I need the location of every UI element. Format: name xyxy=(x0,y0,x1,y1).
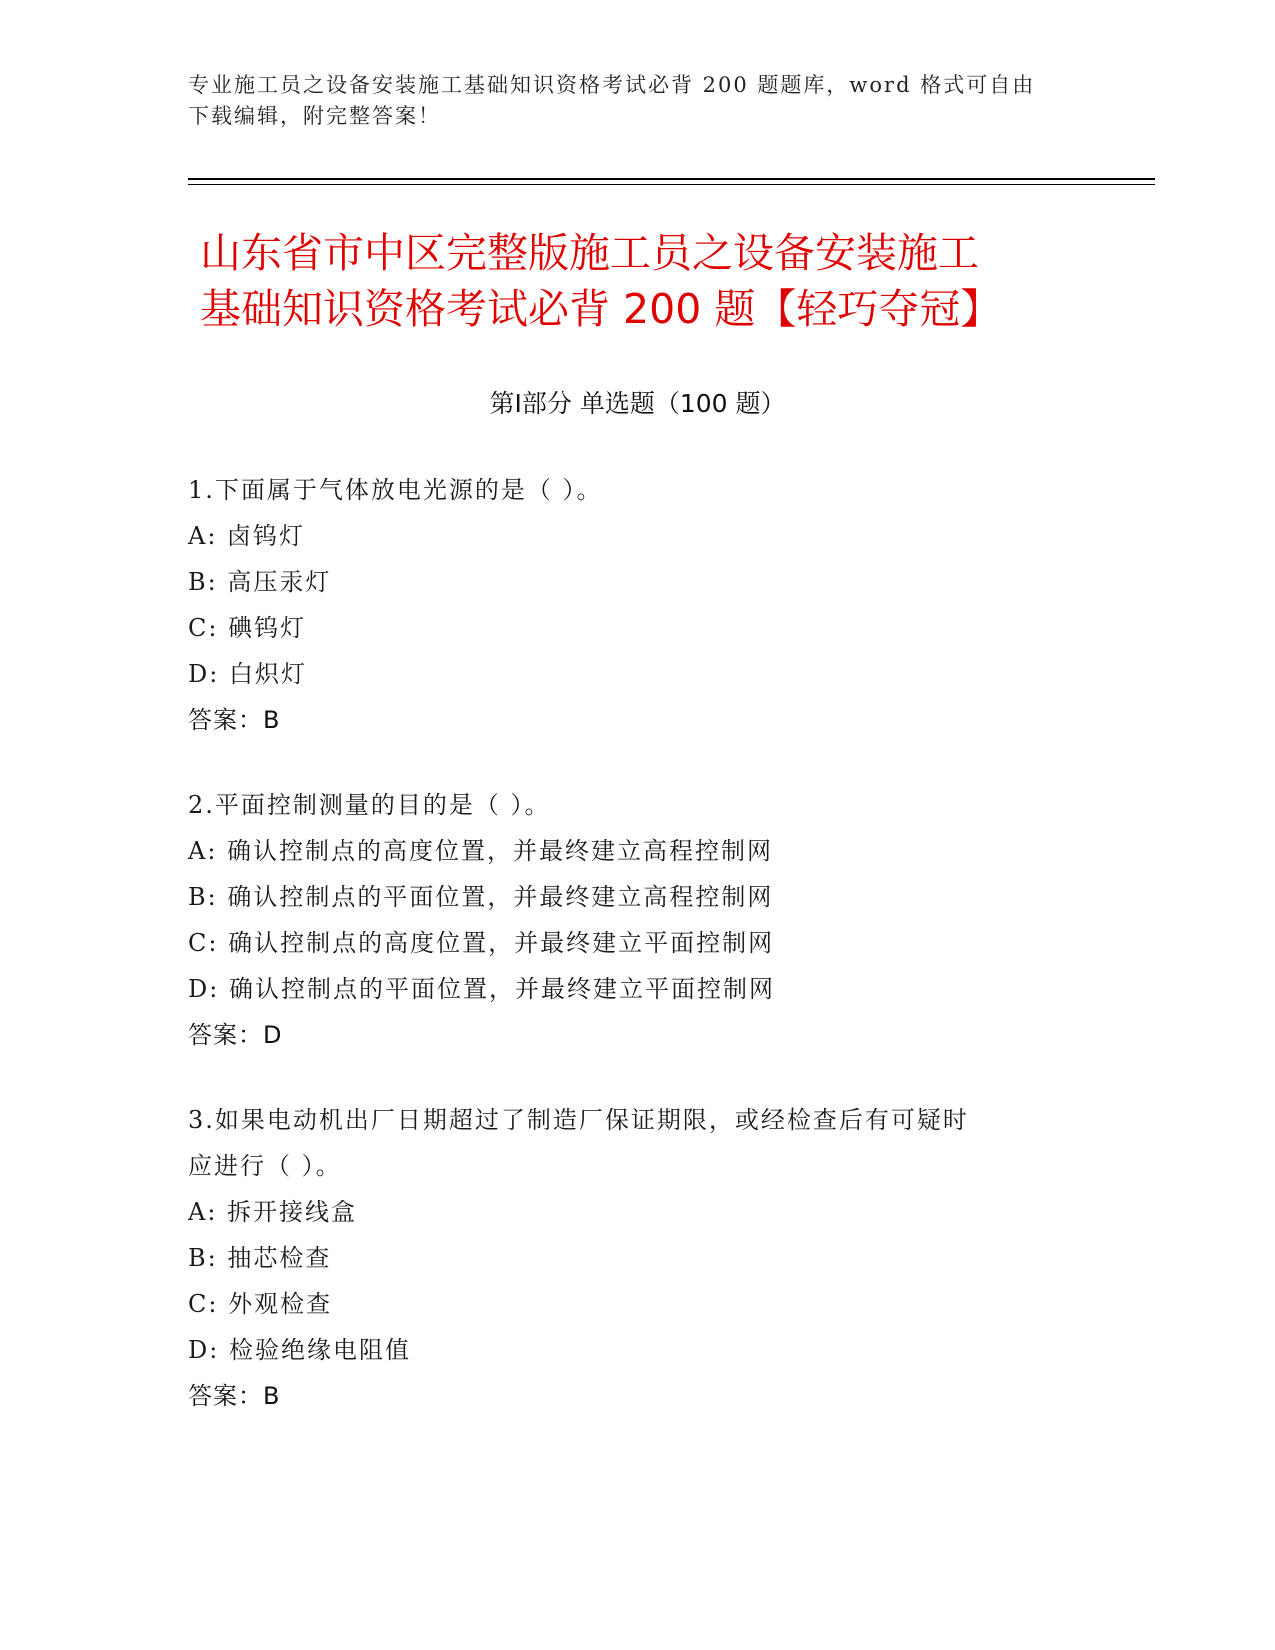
header-divider-thin xyxy=(188,184,1155,185)
question-stem: 2.平面控制测量的目的是（ ）。 xyxy=(188,791,551,819)
option-d: D: 检验绝缘电阻值 xyxy=(188,1336,411,1364)
option-c: C: 外观检查 xyxy=(188,1290,333,1318)
answer: 答案：D xyxy=(188,1021,283,1049)
document-title xyxy=(200,225,1100,337)
question-1 xyxy=(188,467,1088,743)
header-note-line-1: 专业施工员之设备安装施工基础知识资格考试必背 200 题题库，word 格式可自由 xyxy=(188,73,1036,97)
header-divider-thick xyxy=(188,178,1155,180)
header-note-line-2: 下载编辑，附完整答案！ xyxy=(188,104,441,128)
option-b: B: 高压汞灯 xyxy=(188,568,332,596)
option-c: C: 确认控制点的高度位置，并最终建立平面控制网 xyxy=(188,929,775,957)
header-note xyxy=(188,70,1068,132)
option-b: B: 抽芯检查 xyxy=(188,1244,332,1272)
section-heading: 第Ⅰ部分 单选题（100 题） xyxy=(489,389,786,418)
question-2 xyxy=(188,782,1088,1058)
document-title-line-1: 山东省市中区完整版施工员之设备安装施工 xyxy=(200,229,979,277)
question-stem-line-2: 应进行（ ）。 xyxy=(188,1152,342,1180)
option-a: A: 确认控制点的高度位置，并最终建立高程控制网 xyxy=(188,837,774,865)
question-3 xyxy=(188,1097,1088,1419)
question-stem: 1.下面属于气体放电光源的是（ ）。 xyxy=(188,476,603,504)
document-title-line-2: 基础知识资格考试必背 200 题【轻巧夺冠】 xyxy=(200,285,1002,333)
option-a: A: 卤钨灯 xyxy=(188,522,306,550)
option-a: A: 拆开接线盒 xyxy=(188,1198,358,1226)
option-d: D: 白炽灯 xyxy=(188,660,307,688)
answer: 答案：B xyxy=(188,1382,281,1410)
answer: 答案：B xyxy=(188,706,281,734)
question-stem-line-1: 3.如果电动机出厂日期超过了制造厂保证期限，或经检查后有可疑时 xyxy=(188,1106,969,1134)
option-c: C: 碘钨灯 xyxy=(188,614,307,642)
option-b: B: 确认控制点的平面位置，并最终建立高程控制网 xyxy=(188,883,774,911)
option-d: D: 确认控制点的平面位置，并最终建立平面控制网 xyxy=(188,975,775,1003)
